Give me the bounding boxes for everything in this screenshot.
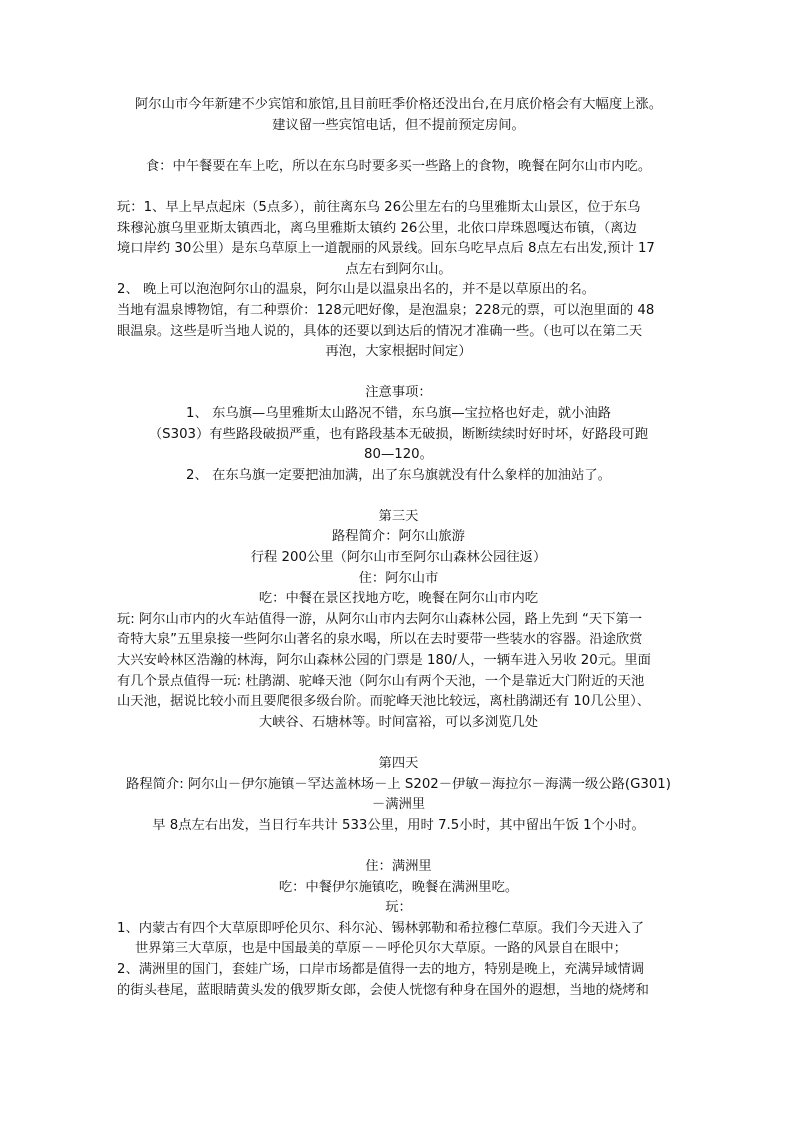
text-line: 阿尔山市今年新建不少宾馆和旅馆,且目前旺季价格还没出台,在月底价格会有大幅度上涨。 — [134, 97, 663, 112]
blank-line — [117, 177, 680, 198]
text-line: 食：中午餐要在车上吃，所以在东乌时要多买一些路上的食物，晚餐在阿尔山市内吃。 — [145, 158, 652, 174]
blank-line — [117, 733, 680, 754]
blank-line — [117, 486, 680, 507]
text-line: 大峡谷、石塘林等。时间富裕，可以多浏览几处 — [258, 714, 539, 730]
text-line: 注意事项： — [365, 385, 432, 401]
text-line: 玩: 阿尔山市内的火车站值得一游，从阿尔山市内去阿尔山森林公园，路上先到 “天下第一 — [117, 611, 643, 627]
text-line: 住：阿尔山市 — [358, 570, 439, 586]
text-line: 再泡，大家根据时间定） — [325, 344, 472, 360]
text-line: 的街头巷尾，蓝眼睛黄头发的俄罗斯女郎，会使人恍惚有种身在国外的遐想，当地的烧烤和 — [117, 982, 649, 998]
text-line: 80—120。 — [364, 447, 433, 463]
text-line: 2、 在东乌旗一定要把油加满，出了东乌旗就没有什么象样的加油站了。 — [186, 467, 611, 483]
text-line: （S303）有些路段破损严重，也有路段基本无破损，断断续续时好时坏，好路段可跑 — [148, 426, 649, 442]
text-line: 眼温泉。这些是听当地人说的，具体的还要以到达后的情况才准确一些。（也可以在第二天 — [117, 323, 643, 339]
text-line: 吃：中餐伊尔施镇吃，晚餐在满洲里吃。 — [278, 879, 519, 895]
text-line: 1、 东乌旗—乌里雅斯太山路况不错，东乌旗—宝拉格也好走，就小油路 — [186, 405, 611, 421]
document-page — [117, 0, 680, 1001]
text-line: －满洲里 — [371, 797, 426, 813]
text-line: 1、内蒙古有四个大草原即呼伦贝尔、科尔沁、锡林郭勒和希拉穆仁草原。我们今天进入了 — [117, 920, 645, 936]
text-line: 珠穆沁旗乌里亚斯太镇西北，离乌里雅斯太镇约 26公里，北依口岸珠恩嘎达布镇，（离边 — [117, 220, 637, 236]
blank-line — [117, 136, 680, 157]
text-line: 路程简介：阿尔山旅游 — [332, 529, 465, 545]
text-line: 点左右到阿尔山。 — [345, 261, 452, 277]
text-line: 世界第三大草原，也是中国最美的草原－－呼伦贝尔大草原。一路的风景自在眼中； — [135, 941, 627, 957]
text-line: 2、 晚上可以泡泡阿尔山的温泉，阿尔山是以温泉出名的，并不是以草原出的名。 — [117, 282, 596, 298]
text-line: 住：满洲里 — [365, 858, 432, 874]
blank-line — [117, 363, 680, 384]
blank-line — [117, 836, 680, 857]
text-line: 行程 200公里（阿尔山市至阿尔山森林公园往返） — [250, 550, 547, 566]
text-line: 有几个景点值得一玩: 杜鹃湖、驼峰天池（阿尔山有两个天池，一个是靠近大门附近的天池 — [117, 673, 645, 689]
text-line: 第四天 — [378, 756, 419, 771]
text-line: 大兴安岭林区浩瀚的林海，阿尔山森林公园的门票是 180/人，一辆车进入另收 20元。里面 — [117, 653, 651, 669]
text-line: 建议留一些宾馆电话，但不提前预定房间。 — [272, 117, 525, 133]
text-line: 境口岸约 30公里）是东乌草原上一道靓丽的风景线。回东乌吃早点后 8点左右出发,预计 17 — [117, 241, 655, 257]
text-line: 奇特大泉”五里泉接一些阿尔山著名的泉水喝，所以在去时要带一些装水的容器。沿途欣赏 — [117, 632, 643, 648]
text-line: 早 8点左右出发，当日行车共计 533公里，用时 7.5小时，其中留出午饭 1个小时。 — [152, 817, 645, 833]
text-line: 玩：1、早上早点起床（5点多），前往离东乌 26公里左右的乌里雅斯太山景区，位于东乌 — [117, 199, 641, 215]
text-line: 玩： — [385, 900, 412, 916]
text-line: 山天池，据说比较小而且要爬很多级台阶。而驼峰天池比较远，离杜鹃湖还有 10几公里）、 — [117, 694, 651, 710]
text-line: 当地有温泉博物馆，有二种票价：128元吧好像，是泡温泉；228元的票，可以泡里面的 48 — [117, 302, 655, 318]
text-line: 2、满洲里的国门，套娃广场，口岸市场都是值得一去的地方，特别是晚上，充满异域情调 — [117, 961, 645, 977]
text-line: 第三天 — [378, 508, 419, 524]
text-line: 路程简介: 阿尔山－伊尔施镇－罕达盖林场－上 S202－伊敏－海拉尔－海满一级公路(G301) — [126, 776, 671, 792]
text-line: 吃：中餐在景区找地方吃，晚餐在阿尔山市内吃 — [258, 591, 539, 607]
